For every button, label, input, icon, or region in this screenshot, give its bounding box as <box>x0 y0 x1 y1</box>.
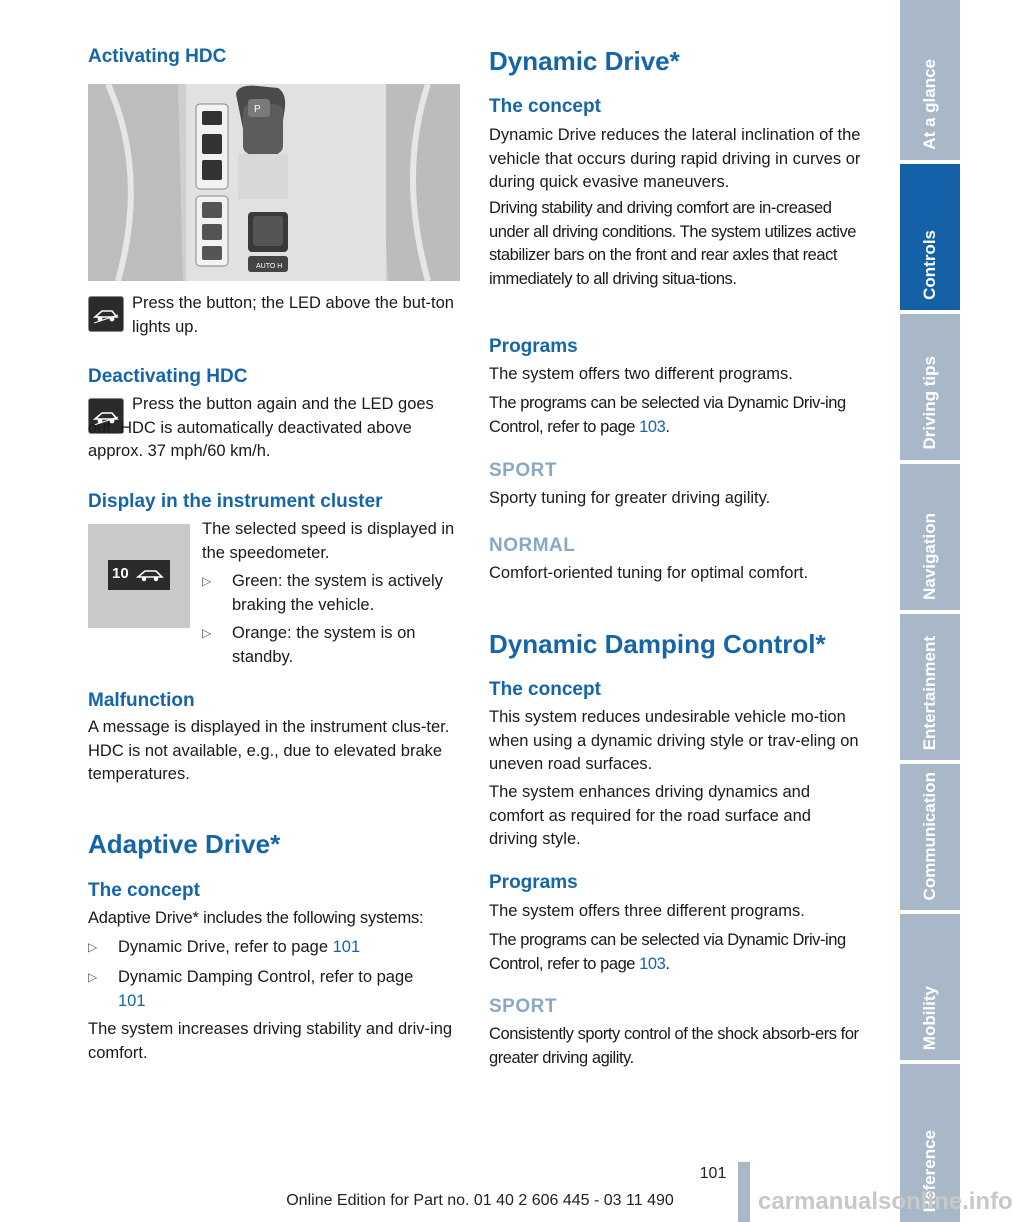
console-auto-h-label: AUTO H <box>256 263 283 270</box>
adaptive-concept-text: Adaptive Drive* includes the following systems: <box>88 909 424 927</box>
tab-driving-tips[interactable]: Driving tips <box>900 314 960 460</box>
dd-normal-heading: NORMAL <box>489 535 576 556</box>
tab-mobility[interactable]: Mobility <box>900 914 960 1060</box>
ddc-sport-heading: SPORT <box>489 996 557 1017</box>
tab-at-a-glance[interactable]: At a glance <box>900 0 960 160</box>
page-number: 101 <box>699 1165 727 1182</box>
adaptive-concept-heading: The concept <box>88 880 200 901</box>
watermark: carmanualsonline.info <box>758 1188 1013 1215</box>
hdc-button-icon <box>88 296 124 332</box>
adaptive-drive-title: Adaptive Drive* <box>88 829 281 859</box>
dd-sport-text: Sporty tuning for greater driving agility. <box>489 489 771 507</box>
dynamic-drive-title: Dynamic Drive* <box>489 46 680 76</box>
dd-concept-p1: Dynamic Drive reduces the lateral inclination of the vehicle that occurs during rapid driving in curves or during quick evasive maneuvers. <box>489 126 861 191</box>
ddc-programs-p2: The programs can be selected via Dynamic Driv-ing Control, refer to page <box>489 931 846 973</box>
dd-sport-heading: SPORT <box>489 460 557 481</box>
console-p-label: P <box>254 104 261 115</box>
display-cluster-heading: Display in the instrument cluster <box>88 491 383 512</box>
page-link-101[interactable]: 101 <box>332 938 361 956</box>
tab-navigation[interactable]: Navigation <box>900 464 960 610</box>
tab-entertainment[interactable]: Entertainment <box>900 614 960 760</box>
dd-programs-heading: Programs <box>489 336 578 357</box>
ddc-concept-p2: The system enhances driving dynamics and comfort as required for the road surface and driving style. <box>489 783 811 848</box>
activating-hdc-heading: Activating HDC <box>88 46 227 67</box>
ddc-title: Dynamic Damping Control* <box>489 629 826 659</box>
edition-footer: Online Edition for Part no. 01 40 2 606 445 - 03 11 490 <box>286 1192 674 1209</box>
page-link-103[interactable]: 103 <box>639 417 666 436</box>
speed-hdc-icon <box>108 560 170 590</box>
adaptive-closing-text: The system increases driving stability and driv-ing comfort. <box>88 1020 453 1062</box>
dd-normal-text: Comfort-oriented tuning for optimal comfort. <box>489 564 809 582</box>
dd-concept-heading: The concept <box>489 96 601 117</box>
page-link-103[interactable]: 103 <box>639 954 666 973</box>
dd-programs-p2: The programs can be selected via Dynamic Driv-ing Control, refer to page <box>489 394 846 436</box>
bullet-triangle-icon: ▷ <box>88 970 98 984</box>
tab-reference[interactable]: Reference <box>900 1064 960 1222</box>
cluster-display-image <box>88 524 190 628</box>
ddc-concept-heading: The concept <box>489 679 601 700</box>
ddc-concept-p1: This system reduces undesirable vehicle mo-tion when using a dynamic driving style or trav-eling on uneven road surfaces. <box>489 708 859 773</box>
bullet-triangle-icon: ▷ <box>88 940 98 954</box>
dd-concept-p2: Driving stability and driving comfort are in-creased under all driving conditions. The system utilizes active stabilizer bars on the front and rear axles that react immediately to all driving situa-tions. <box>489 199 857 288</box>
activating-hdc-text: Press the button; the LED above the but-ton lights up. <box>132 294 454 336</box>
gear-console-photo <box>88 84 460 281</box>
bullet-triangle-icon: ▷ <box>202 574 212 588</box>
display-cluster-text: The selected speed is displayed in the speedometer. <box>202 520 455 562</box>
deactivating-hdc-heading: Deactivating HDC <box>88 366 248 387</box>
ddc-programs-p1: The system offers three different programs. <box>489 902 805 920</box>
malfunction-text: A message is displayed in the instrument clus-ter. HDC is not available, e.g., due to elevated brake temperatures. <box>88 718 450 783</box>
ddc-programs-heading: Programs <box>489 872 578 893</box>
tab-controls[interactable]: Controls <box>900 164 960 310</box>
tab-communication[interactable]: Communication <box>900 764 960 910</box>
deactivating-hdc-text: Press the button again and the LED goes out. HDC is automatically deactivated above approx. 37 mph/60 km/h. <box>88 395 434 460</box>
malfunction-heading: Malfunction <box>88 690 195 711</box>
page-link-101[interactable]: 101 <box>118 991 146 1010</box>
speed-number: 10 <box>112 565 129 582</box>
ddc-sport-text: Consistently sporty control of the shock absorb-ers for greater driving agility. <box>489 1025 859 1067</box>
dd-programs-p1: The system offers two different programs. <box>489 365 793 383</box>
bullet-triangle-icon: ▷ <box>202 626 212 640</box>
